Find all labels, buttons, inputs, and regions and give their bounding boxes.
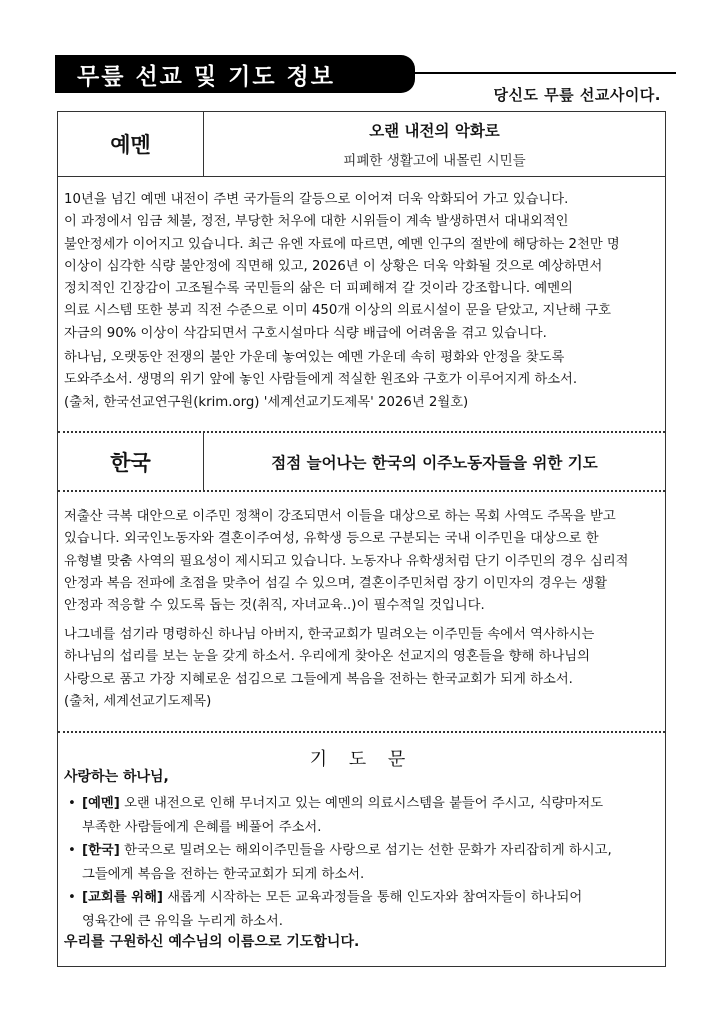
prayer-item-text: 부족한 사람들에게 은혜를 베풀어 주소서. — [82, 819, 322, 835]
yemen-body — [64, 189, 664, 345]
prayer-item-text: 한국으로 밀려오는 해외이주민들을 사랑으로 섬기는 선한 문화가 자리잡히게 하시고, — [119, 843, 612, 858]
section-title: 무릎 선교 및 기도 정보 — [77, 63, 335, 90]
prayer-item — [64, 792, 662, 839]
prayer-closing: 우리를 구원하신 예수님의 이름으로 기도합니다. — [64, 934, 360, 950]
prayer-list — [64, 792, 662, 933]
prayer-item-tag: [예멘] — [82, 796, 120, 811]
bullet-icon: • — [68, 796, 76, 811]
bullet-icon: • — [68, 890, 76, 905]
yemen-title: 오랜 내전의 악화로 — [369, 122, 500, 140]
text-line: 불안정세가 이어지고 있습니다. 최근 유엔 자료에 따르면, 예멘 인구의 절반에 해당하는 2천만 명 — [64, 236, 620, 252]
prayer-item-text: 그들에게 복음을 전하는 한국교회가 되게 하소서. — [82, 866, 365, 882]
text-line: 의료 시스템 또한 붕괴 직전 수준으로 이미 450개 이상의 의료시설이 문을 닫았고, 지난해 구호 — [64, 303, 611, 319]
text-line: 안정과 복음 전파에 초점을 맞추어 섬길 수 있으며, 결혼이주민처럼 장기 이민자의 경우는 생활 — [64, 575, 608, 591]
yemen-topic — [204, 112, 665, 176]
text-line: 정치적인 긴장감이 고조될수록 국민들의 삶은 더 피폐해져 갈 것이라 강조합니다. 예멘의 — [64, 281, 573, 297]
text-line: 사랑으로 품고 가장 지혜로운 섬김으로 그들에게 복음을 전하는 한국교회가 되게 하소서. — [64, 671, 573, 687]
prayer-item-tag: [한국] — [82, 843, 120, 858]
korea-header-row — [58, 433, 665, 490]
prayer-item-text: 영육간에 큰 유익을 누리게 하소서. — [82, 913, 283, 929]
korea-country-name: 한국 — [58, 433, 204, 490]
text-line: 이 과정에서 임금 체불, 정전, 부당한 처우에 대한 시위들이 계속 발생하면서 대내외적인 — [64, 214, 569, 230]
prayer-item-text: 새롭게 시작하는 모든 교육과정들을 통해 인도자와 참여자들이 하나되어 — [163, 890, 583, 905]
text-line: 유형별 맞춤 사역의 필요성이 제시되고 있습니다. 노동자나 유학생처럼 단기 이주민의 경우 심리적 — [64, 553, 629, 569]
prayer-item-tag: [교회를 위해] — [82, 890, 164, 905]
korea-prayer — [64, 624, 664, 713]
source-line: (출처, 한국선교연구원(krim.org) '세계선교기도제목' 2026년 2월호) — [64, 394, 469, 410]
tagline: 당신도 무릎 선교사이다. — [493, 86, 661, 104]
prayer-item-text: 오랜 내전으로 인해 무너지고 있는 예멘의 의료시스템을 붙들어 주시고, 식량마저도 — [119, 796, 604, 811]
text-line: 나그네를 섬기라 명령하신 하나님 아버지, 한국교회가 밀려오는 이주민들 속에서 역사하시는 — [64, 627, 595, 642]
prayer-greeting: 사랑하는 하나님, — [64, 769, 169, 785]
prayer-title: 기 도 문 — [309, 749, 414, 770]
korea-body — [64, 506, 664, 617]
source-line: (출처, 세계선교기도제목) — [64, 693, 212, 709]
text-line: 하나님의 섭리를 보는 눈을 갖게 하소서. 우리에게 찾아온 선교지의 영혼들을 향해 하나님의 — [64, 649, 590, 665]
yemen-prayer — [64, 347, 664, 414]
bullet-icon: • — [68, 843, 76, 858]
korea-title: 점점 늘어나는 한국의 이주노동자들을 위한 기도 — [271, 453, 598, 472]
korea-topic — [204, 433, 665, 490]
text-line: 자금의 90% 이상이 삭감되면서 구호시설마다 식량 배급에 어려움을 겪고 있습니다. — [64, 325, 547, 341]
yemen-subtitle: 피폐한 생활고에 내몰린 시민들 — [343, 153, 526, 169]
prayer-item — [64, 839, 662, 886]
dotted-divider — [58, 490, 665, 492]
dotted-divider — [58, 731, 665, 733]
text-line: 10년을 넘긴 예멘 내전이 주변 국가들의 갈등으로 이어져 더욱 악화되어 가고 있습니다. — [64, 192, 569, 207]
text-line: 도와주소서. 생명의 위기 앞에 놓인 사람들에게 적실한 원조와 구호가 이루어지게 하소서. — [64, 372, 578, 388]
text-line: 이상이 심각한 식량 불안정에 직면해 있고, 2026년 이 상황은 더욱 악화될 것으로 예상하면서 — [64, 258, 603, 274]
prayer-item — [64, 886, 662, 933]
text-line: 있습니다. 외국인노동자와 결혼이주여성, 유학생 등으로 구분되는 국내 이주민을 대상으로 한 — [64, 531, 599, 547]
text-line: 안정과 적응할 수 있도록 돕는 것(취직, 자녀교육..)이 필수적일 것입니다. — [64, 598, 485, 614]
yemen-country-name: 예멘 — [58, 112, 204, 176]
text-line: 하나님, 오랫동안 전쟁의 불안 가운데 놓여있는 예멘 가운데 속히 평화와 안정을 찾도록 — [64, 350, 565, 365]
yemen-header-row — [58, 112, 665, 177]
section-header — [55, 55, 415, 93]
prayer-info-box — [57, 111, 666, 967]
text-line: 저출산 극복 대안으로 이주민 정책이 강조되면서 이들을 대상으로 하는 목회 사역도 주목을 받고 — [64, 509, 616, 524]
header-rule — [400, 72, 676, 74]
